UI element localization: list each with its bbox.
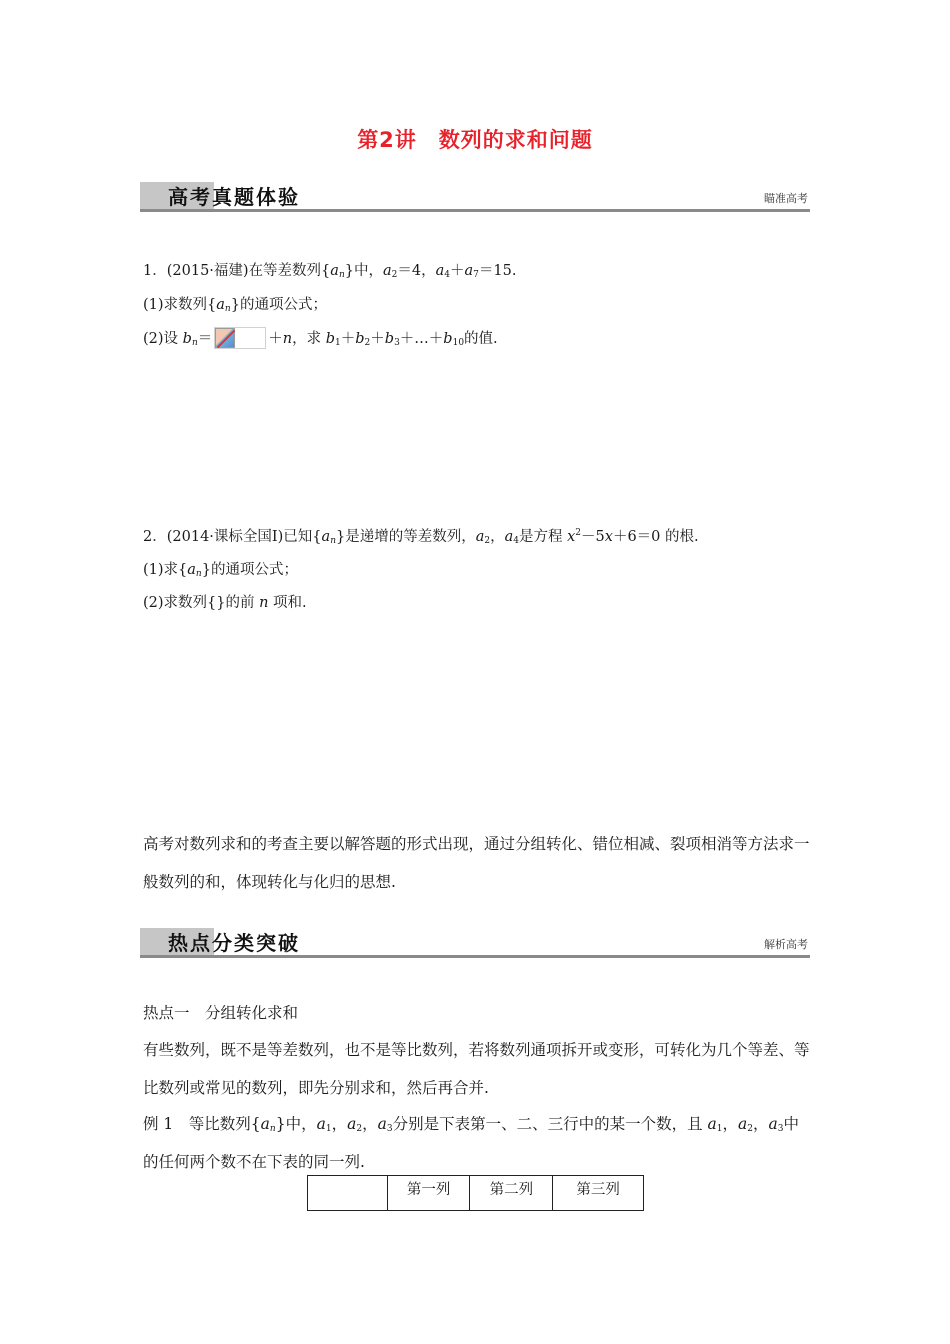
q1-source: (2015·福建) xyxy=(166,263,249,279)
q1-number: 1． xyxy=(143,263,167,279)
q2-part1: (1)求$\{a_n\}$的通项公式； xyxy=(143,562,298,579)
q2-stem: 2．(2014·课标全国Ⅰ)已知$\{a_n\}$是递增的等差数列，$a_2$，$a_4$是方程 $x^2-5x+6=0$ 的根. xyxy=(143,528,699,546)
example-table xyxy=(307,1175,644,1211)
q2-source: (2014·课标全国Ⅰ) xyxy=(166,529,284,545)
table-header-cell: 第一列 xyxy=(387,1176,470,1211)
example-label: 例 1 xyxy=(143,1115,189,1133)
summary-paragraph: 高考对数列求和的考查主要以解答题的形式出现，通过分组转化、错位相减、裂项相消等方法求一般数列的和，体现转化与化归的思想. xyxy=(143,835,810,891)
section-rule xyxy=(140,955,810,958)
table-header-cell xyxy=(308,1176,388,1211)
table-row xyxy=(308,1176,644,1211)
table-header-cell: 第二列 xyxy=(470,1176,553,1211)
q2-number: 2． xyxy=(143,529,167,545)
section-tag: 瞄准高考 xyxy=(764,192,808,205)
q1-part2: (2)设 $b_n=$ ＋n，求 $b_1+b_2+b_3+\dots+b_{10}$的值. xyxy=(143,327,498,349)
q1-stem: 1．(2015·福建)在等差数列$\{a_n\}$中，$a_2=4$，$a_4+a_7=15$. xyxy=(143,263,517,280)
section-header-hot-topics xyxy=(140,928,810,958)
section-heading: 高考真题体验 xyxy=(168,185,300,209)
q2-part2: (2)求数列{}的前 n 项和. xyxy=(143,595,307,611)
page-title: 第2讲 数列的求和问题 xyxy=(357,128,593,152)
example1-text: 例 1 等比数列$\{a_n\}$中，$a_1$，$a_2$，$a_3$分别是下表第一、二、三行中的某一个数，且 $a_1$，$a_2$，$a_3$中的任何两个数不在下表的同一列. xyxy=(143,1115,800,1171)
hot-topic-title: 热点一 分组转化求和 xyxy=(143,1004,299,1022)
section-tag: 解析高考 xyxy=(764,938,808,951)
q1-part1: (1)求数列$\{a_n\}$的通项公式； xyxy=(143,297,327,314)
table-header-cell: 第三列 xyxy=(553,1176,644,1211)
section-header-real-exam xyxy=(140,182,810,212)
section-heading: 热点分类突破 xyxy=(168,931,300,955)
broken-image-placeholder xyxy=(214,327,266,349)
hot-topic-text: 有些数列，既不是等差数列，也不是等比数列，若将数列通项拆开或变形，可转化为几个等差、等比数列或常见的数列，即先分别求和，然后再合并. xyxy=(143,1041,810,1097)
section-rule xyxy=(140,209,810,212)
broken-image-icon xyxy=(215,328,235,348)
